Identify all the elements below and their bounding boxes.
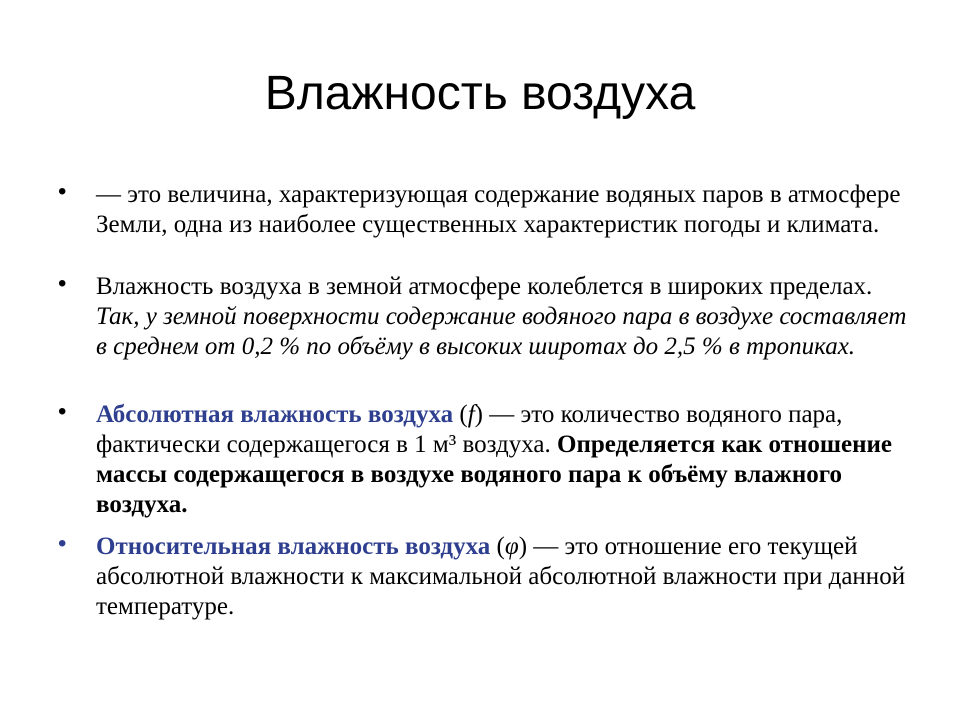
bullet-item-relative-humidity: • Относительная влажность воздуха (φ) — это отношение его текущей абсолютной влажности к максимальной абсолютной влажности при данной температуре. (58, 530, 906, 620)
symbol-phi: φ (504, 533, 519, 560)
bullet-text: — это отношение его текущей абсолютной влажности к максимальной абсолютной влажности при данной температуре. (96, 533, 906, 620)
bullet-text: Влажность воздуха в земной атмосфере колеблется в широких пределах. (96, 273, 873, 300)
bullet-bold-text: Определяется как отношение массы содержащегося в воздухе водяного пара к объёму влажного воздуха. (96, 431, 893, 518)
bullet-text: — это величина, характеризующая содержание водяных паров в атмосфере Земли, одна из наиболее существенных характеристик погоды и климата. (96, 181, 901, 238)
term-relative-humidity: Относительная влажность воздуха (96, 533, 491, 560)
bullet-item-definition (58, 178, 916, 240)
term-absolute-humidity: Абсолютная влажность воздуха (96, 401, 454, 428)
bullet-dot-icon: • (58, 270, 67, 297)
bullet-dot-icon: • (58, 398, 67, 425)
bullet-dot-icon: • (58, 178, 67, 205)
bullet-item-variation (58, 270, 916, 362)
bullet-italic-text: Так, у земной поверхности содержание водяного пара в воздухе составляет в среднем от 0,2 % по объёму в высоких широтах до 2,5 % в тропиках. (96, 303, 907, 360)
slide-title: Влажность воздуха (264, 67, 696, 120)
bullet-text: — это количество водяного пара, фактически содержащегося в 1 м³ воздуха. (96, 401, 843, 458)
bullet-dot-icon: • (58, 530, 67, 557)
symbol-f: f (467, 401, 475, 428)
bullet-item-absolute-humidity: • Абсолютная влажность воздуха (f) — это количество водяного пара, фактически содержащегося в 1 м³ воздуха. Определяется как отношение массы содержащегося в воздухе водяного пара к объёму влажного воздуха. (58, 398, 893, 518)
